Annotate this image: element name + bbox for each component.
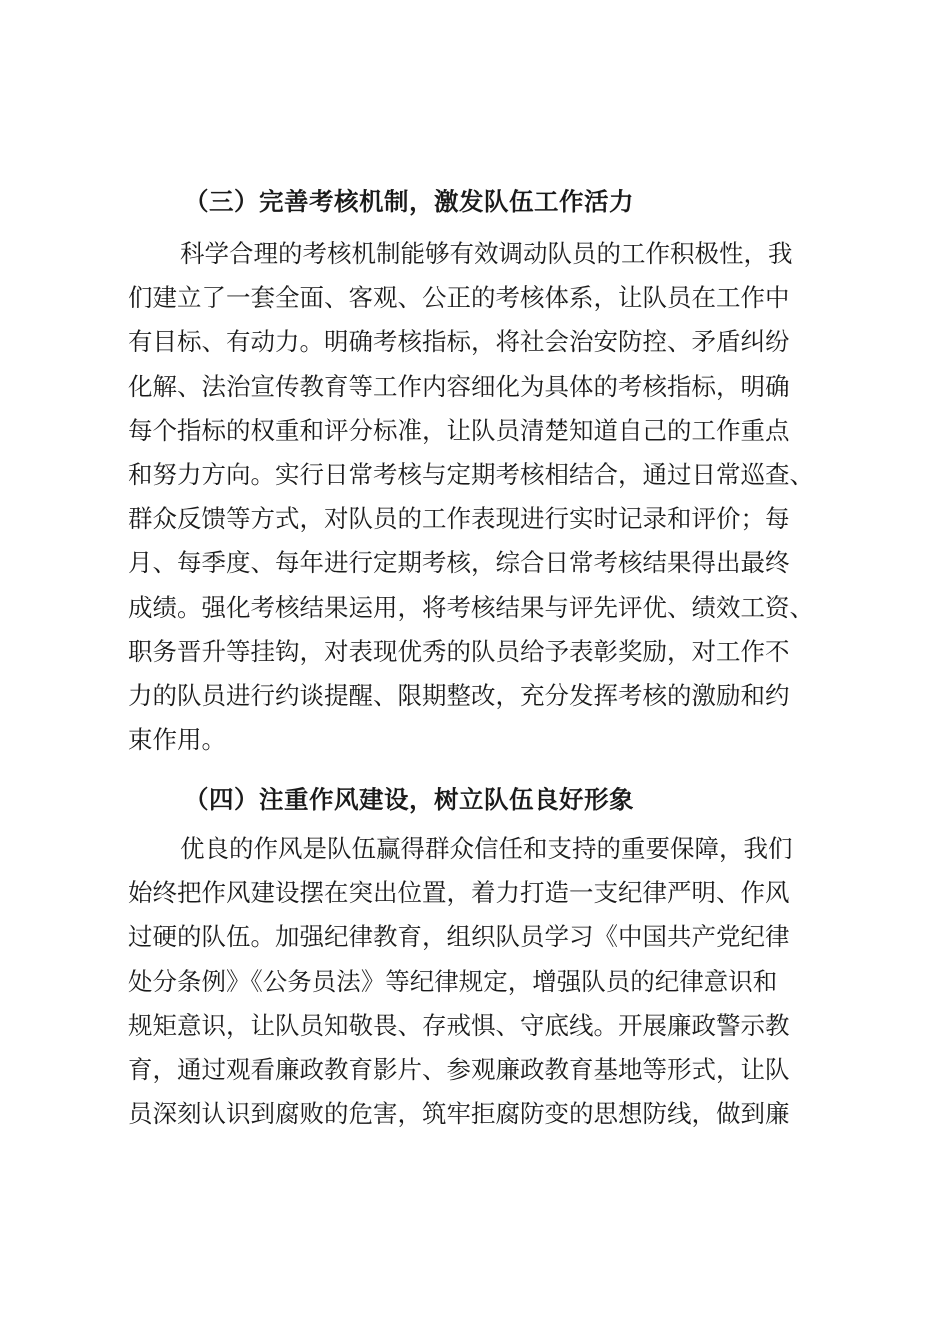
paragraph-line: 有目标、有动力。明确考核指标，将社会治安防控、矛盾纠纷 [128,327,790,357]
paragraph-line: 化解、法治宣传教育等工作内容细化为具体的考核指标，明确 [128,371,790,401]
paragraph-line: 和努力方向。实行日常考核与定期考核相结合，通过日常巡查、 [128,459,814,489]
paragraph-line: 们建立了一套全面、客观、公正的考核体系，让队员在工作中 [128,283,790,313]
paragraph-line: 处分条例》《公务员法》等纪律规定，增强队员的纪律意识和 [128,966,778,996]
section-heading-4: （四）注重作风建设，树立队伍良好形象 [184,785,634,814]
paragraph-line: 职务晋升等挂钩，对表现优秀的队员给予表彰奖励，对工作不 [128,636,790,666]
paragraph-line: 始终把作风建设摆在突出位置，着力打造一支纪律严明、作风 [128,878,790,908]
section-paragraph-3 [128,232,826,762]
paragraph-line: 月、每季度、每年进行定期考核，综合日常考核结果得出最终 [128,548,790,578]
paragraph-line: 规矩意识，让队员知敬畏、存戒惧、守底线。开展廉政警示教 [128,1010,790,1040]
paragraph-line: 员深刻认识到腐败的危害，筑牢拒腐防变的思想防线，做到廉 [128,1099,790,1129]
section-heading-3: （三）完善考核机制，激发队伍工作活力 [184,187,634,216]
paragraph-line: 群众反馈等方式，对队员的工作表现进行实时记录和评价；每 [128,504,790,534]
paragraph-line: 过硬的队伍。加强纪律教育，组织队员学习《中国共产党纪律 [128,922,790,952]
paragraph-line: 每个指标的权重和评分标准，让队员清楚知道自己的工作重点 [128,415,790,445]
paragraph-line: 力的队员进行约谈提醒、限期整改，充分发挥考核的激励和约 [128,680,790,710]
paragraph-line: 成绩。强化考核结果运用，将考核结果与评先评优、绩效工资、 [128,592,814,622]
paragraph-line: 束作用。 [128,725,226,755]
paragraph-line: 育，通过观看廉政教育影片、参观廉政教育基地等形式，让队 [128,1054,790,1084]
paragraph-line: 优良的作风是队伍赢得群众信任和支持的重要保障，我们 [180,834,793,863]
paragraph-line: 科学合理的考核机制能够有效调动队员的工作积极性，我 [180,239,793,268]
section-paragraph-4 [128,827,826,1136]
